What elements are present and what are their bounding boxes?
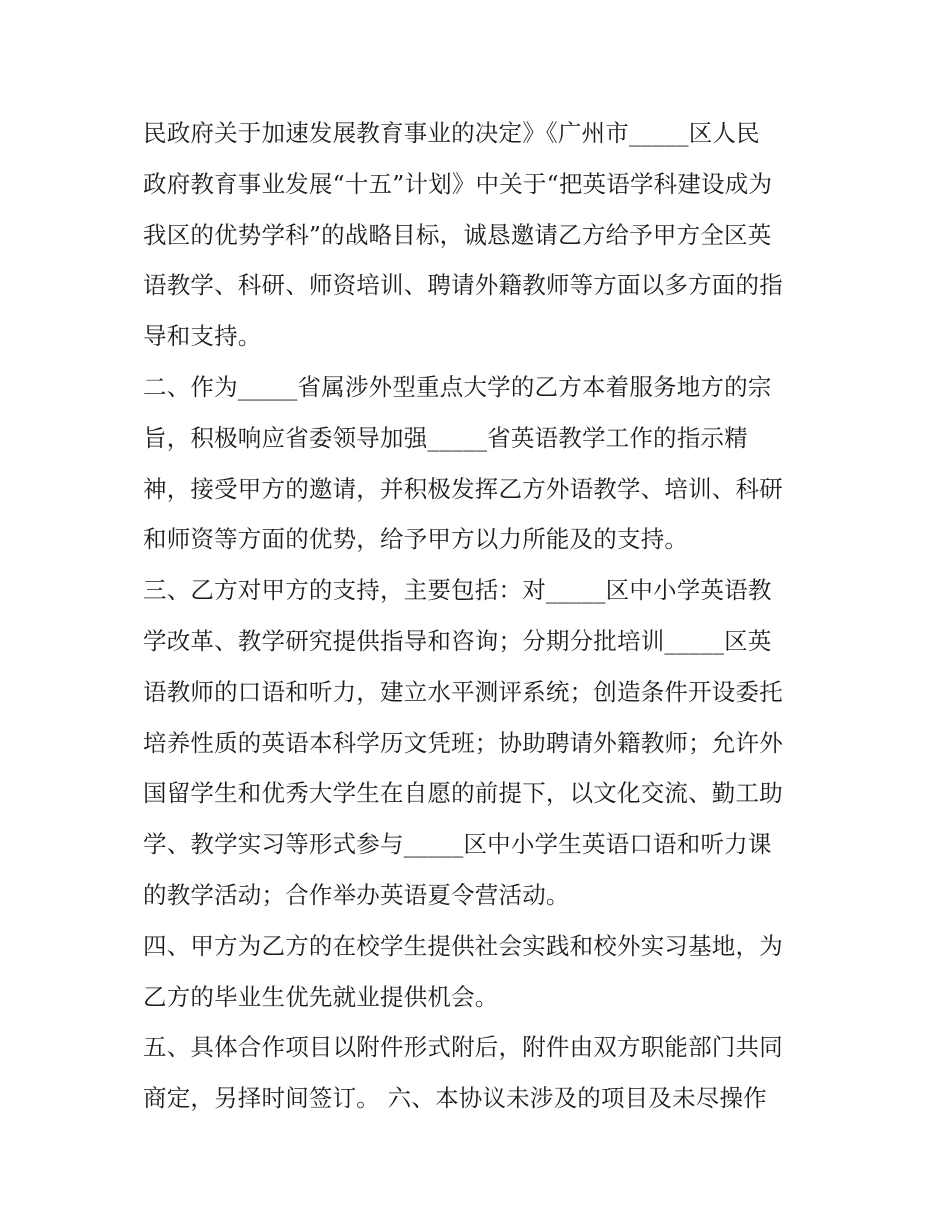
text-line: 学、教学实习等形式参与_____区中小学生英语口语和听力课 <box>143 830 772 859</box>
text-line: 国留学生和优秀大学生在自愿的前提下，以文化交流、勤工助 <box>143 779 783 808</box>
text-line: 导和支持。 <box>143 322 262 351</box>
text-line: 的教学活动；合作举办英语夏令营活动。 <box>143 880 570 909</box>
text-line: 商定，另择时间签订。 六、本协议未涉及的项目及未尽操作 <box>143 1084 767 1113</box>
clause-5-line: 五、具体合作项目以附件形式附后，附件由双方职能部门共同 <box>143 1033 783 1062</box>
clause-4-line: 四、甲方为乙方的在校学生提供社会实践和校外实习基地，为 <box>143 931 783 960</box>
text-line: 神，接受甲方的邀请，并积极发挥乙方外语教学、培训、科研 <box>143 474 783 503</box>
text-line: 政府教育事业发展“十五”计划》中关于“把英语学科建设成为 <box>143 169 773 198</box>
text-line: 和师资等方面的优势，给予甲方以力所能及的支持。 <box>143 525 689 554</box>
text-line: 语教学、科研、师资培训、聘请外籍教师等方面以多方面的指 <box>143 271 783 300</box>
text-line: 旨，积极响应省委领导加强_____省英语教学工作的指示精 <box>143 423 748 452</box>
text-line: 学改革、教学研究提供指导和咨询；分期分批培训_____区英 <box>143 626 772 655</box>
text-line: 民政府关于加速发展教育事业的决定》《广州市_____区人民 <box>143 119 760 147</box>
clause-2-line: 二、作为_____省属涉外型重点大学的乙方本着服务地方的宗 <box>143 372 772 401</box>
text-line: 语教师的口语和听力，建立水平测评系统；创造条件开设委托 <box>143 677 783 706</box>
text-line: 我区的优势学科”的战略目标，诚恳邀请乙方给予甲方全区英 <box>143 220 772 249</box>
text-line: 培养性质的英语本科学历文凭班；协助聘请外籍教师；允许外 <box>143 728 783 757</box>
text-line: 乙方的毕业生优先就业提供机会。 <box>143 982 499 1011</box>
document-page <box>143 108 823 1124</box>
clause-3-line: 三、乙方对甲方的支持，主要包括：对_____区中小学英语教 <box>143 576 772 605</box>
